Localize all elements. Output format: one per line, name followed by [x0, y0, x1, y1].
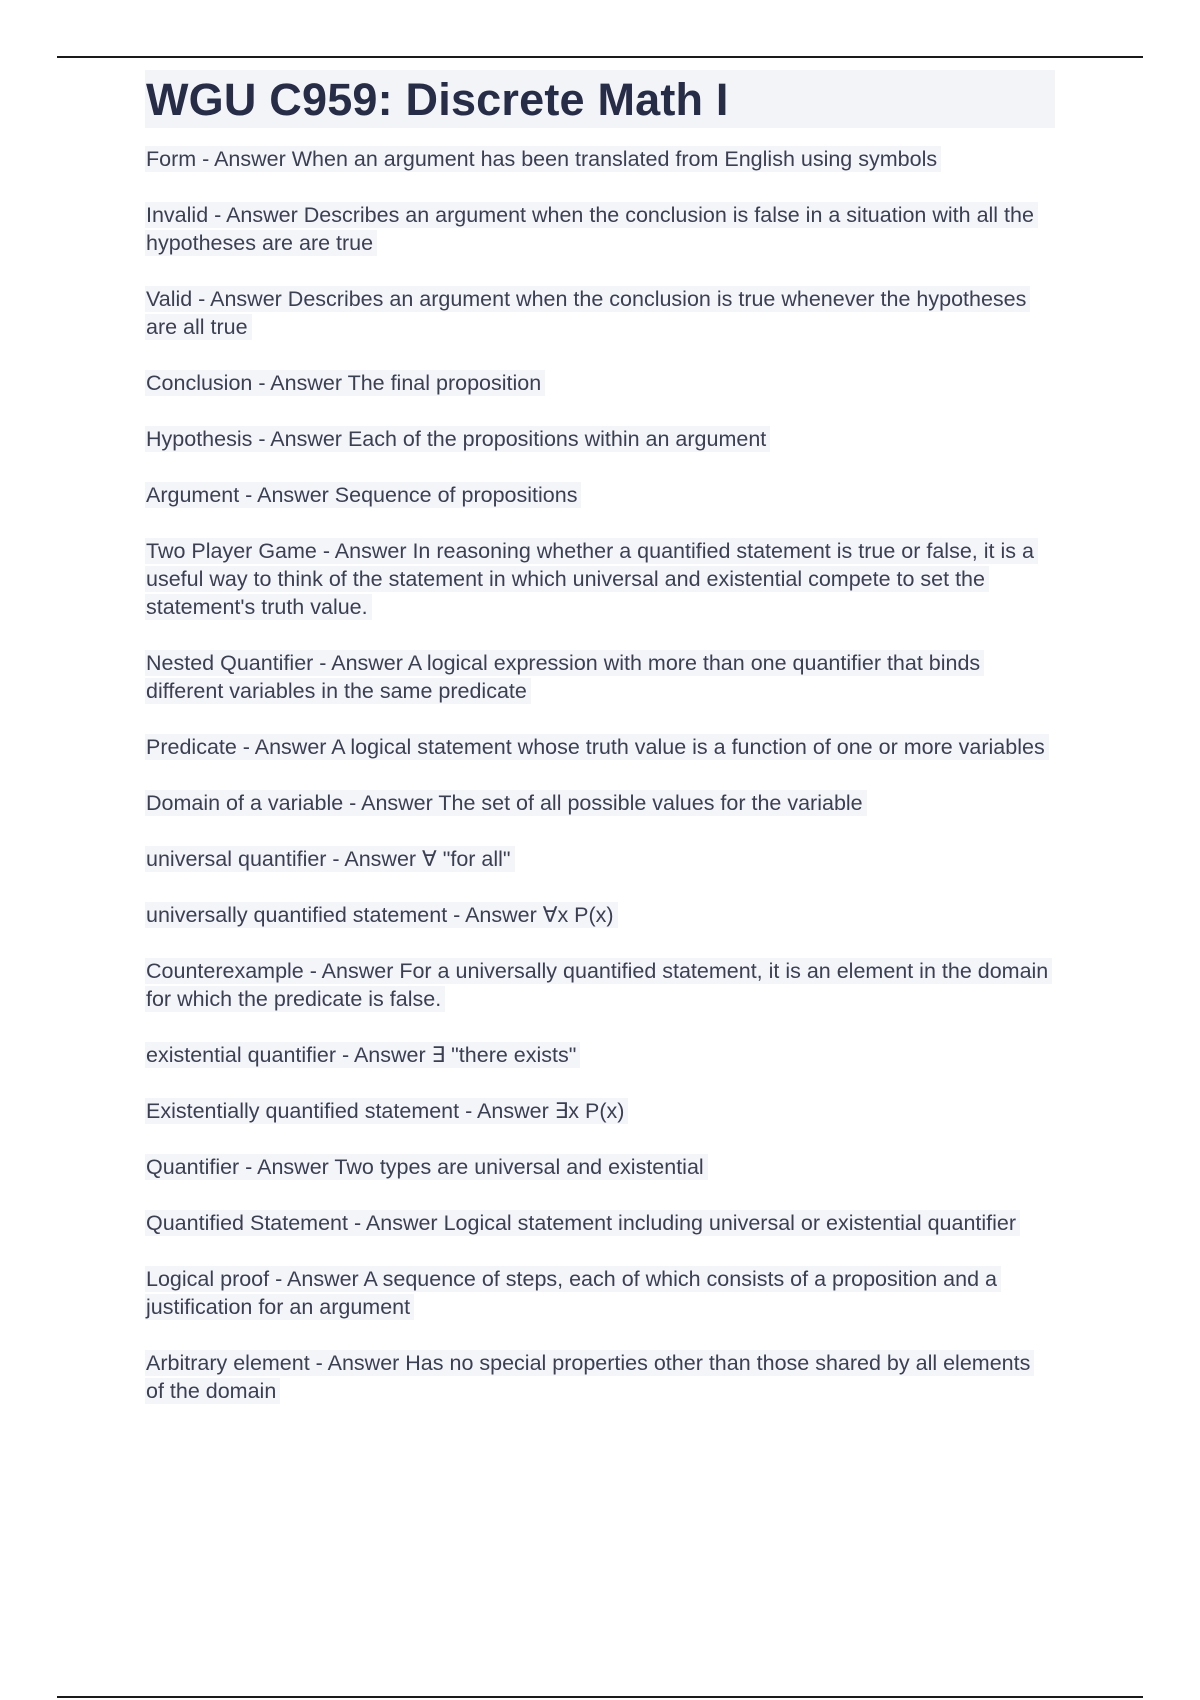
flashcard-entry [145, 649, 1050, 705]
flashcard-entry [145, 481, 1050, 509]
flashcard-entry [145, 901, 1050, 929]
flashcard-entry [145, 201, 1050, 257]
entry-text: Hypothesis - Answer Each of the propositions within an argument [145, 426, 770, 452]
entry-text: Domain of a variable - Answer The set of all possible values for the variable [145, 790, 867, 816]
flashcard-entry [145, 957, 1050, 1013]
page-title: WGU C959: Discrete Math I [146, 73, 729, 125]
flashcard-entry [145, 1097, 1050, 1125]
entry-text: Valid - Answer Describes an argument when the conclusion is true whenever the hypotheses are all true [145, 286, 1030, 340]
entry-text: Counterexample - Answer For a universally quantified statement, it is an element in the domain for which the predicate is false. [145, 958, 1052, 1012]
flashcard-entry [145, 145, 1050, 173]
entry-text: Conclusion - Answer The final proposition [145, 370, 545, 396]
flashcard-entry [145, 789, 1050, 817]
flashcard-entry [145, 1349, 1050, 1405]
entry-text: Two Player Game - Answer In reasoning whether a quantified statement is true or false, it is a useful way to think of the statement in which universal and existential compete to set the statement's truth value. [145, 538, 1038, 620]
entry-text: Quantified Statement - Answer Logical statement including universal or existential quantifier [145, 1210, 1020, 1236]
flashcard-list [145, 145, 1055, 1405]
flashcard-entry [145, 845, 1050, 873]
bottom-divider [57, 1696, 1143, 1698]
entry-text: Predicate - Answer A logical statement whose truth value is a function of one or more variables [145, 734, 1049, 760]
entry-text: Argument - Answer Sequence of propositions [145, 482, 581, 508]
flashcard-entry [145, 425, 1050, 453]
flashcard-entry [145, 285, 1050, 341]
entry-text: universally quantified statement - Answer ∀x P(x) [145, 902, 618, 928]
entry-text: Invalid - Answer Describes an argument when the conclusion is false in a situation with all the hypotheses are are true [145, 202, 1038, 256]
entry-text: existential quantifier - Answer ∃ "there exists" [145, 1042, 580, 1068]
flashcard-entry [145, 369, 1050, 397]
title-banner [145, 70, 1055, 128]
flashcard-entry [145, 1041, 1050, 1069]
document-body [145, 70, 1055, 1433]
flashcard-entry [145, 1209, 1050, 1237]
flashcard-entry [145, 537, 1050, 621]
entry-text: Form - Answer When an argument has been translated from English using symbols [145, 146, 941, 172]
entry-text: Nested Quantifier - Answer A logical expression with more than one quantifier that binds different variables in the same predicate [145, 650, 984, 704]
entry-text: universal quantifier - Answer ∀ "for all" [145, 846, 515, 872]
entry-text: Arbitrary element - Answer Has no special properties other than those shared by all elements of the domain [145, 1350, 1034, 1404]
flashcard-entry [145, 1153, 1050, 1181]
flashcard-entry [145, 733, 1050, 761]
entry-text: Existentially quantified statement - Answer ∃x P(x) [145, 1098, 628, 1124]
top-divider [57, 56, 1143, 58]
flashcard-entry [145, 1265, 1050, 1321]
entry-text: Quantifier - Answer Two types are universal and existential [145, 1154, 708, 1180]
entry-text: Logical proof - Answer A sequence of steps, each of which consists of a proposition and a justification for an argument [145, 1266, 1001, 1320]
